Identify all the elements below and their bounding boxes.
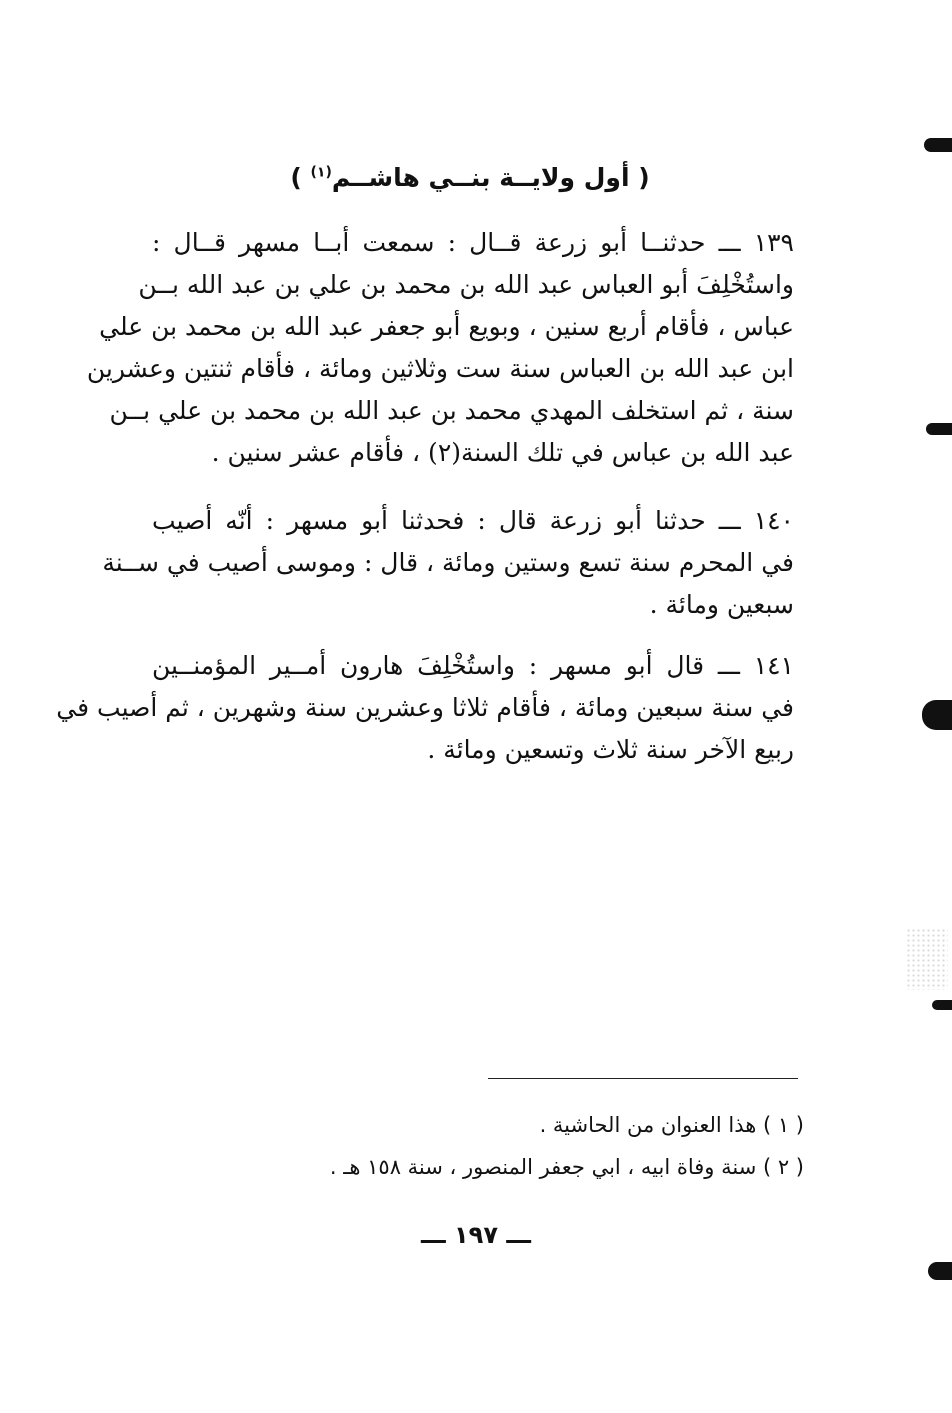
hadith-139-line-2: واستُخْلِفَ أبو العباس عبد الله بن محمد بن علي بن عبد الله بــن bbox=[138, 270, 794, 299]
footnote-divider bbox=[488, 1078, 798, 1079]
hadith-140 bbox=[102, 500, 794, 626]
hadith-139-line-3: عباس ، فأقام أربع سنين ، وبويع أبو جعفر عبد الله بن محمد بن علي bbox=[99, 312, 794, 341]
hadith-141-line-3: ربيع الآخر سنة ثلاث وتسعين ومائة . bbox=[427, 735, 794, 764]
page-number: ـــ ١٩٧ ـــ bbox=[421, 1221, 531, 1249]
scan-edge-mark bbox=[926, 423, 952, 435]
footnote-2: ( ٢ ) سنة وفاة ابيه ، ابي جعفر المنصور ، سنة ١٥٨ هـ . bbox=[329, 1155, 804, 1179]
hadith-140-line-2: في المحرم سنة تسع وستين ومائة ، قال : وموسى أصيب في ســنة bbox=[102, 548, 794, 577]
title-footnote-ref: (١) bbox=[310, 164, 332, 181]
hadith-139-line-6: عبد الله بن عباس في تلك السنة(٢) ، فأقام عشر سنين . bbox=[211, 438, 794, 467]
hadith-140-line-1: ١٤٠ ـــ حدثنا أبو زرعة قال : فحدثنا أبو مسهر : أنّه أصيب bbox=[152, 506, 794, 535]
section-title bbox=[150, 160, 790, 196]
hadith-141 bbox=[56, 645, 794, 771]
scan-edge-mark bbox=[932, 1000, 952, 1010]
scan-speckle bbox=[906, 928, 948, 990]
footnote-1: ( ١ ) هذا العنوان من الحاشية . bbox=[539, 1113, 804, 1137]
scan-edge-mark bbox=[928, 1262, 952, 1280]
section-title-close: ) bbox=[290, 163, 311, 192]
hadith-139-line-5: سنة ، ثم استخلف المهدي محمد بن عبد الله بن محمد بن علي بــن bbox=[109, 396, 794, 425]
hadith-139-line-4: ابن عبد الله بن العباس سنة ست وثلاثين ومائة ، فأقام ثنتين وعشرين bbox=[86, 354, 794, 383]
hadith-140-line-3: سبعين ومائة . bbox=[649, 590, 794, 619]
hadith-141-line-1: ١٤١ ـــ قال أبو مسهر : واستُخْلِفَ هارون أمــير المؤمنــين bbox=[152, 651, 794, 680]
scan-edge-mark bbox=[924, 138, 952, 152]
scan-edge-mark bbox=[922, 700, 952, 730]
hadith-139-line-1: ١٣٩ ـــ حدثنــا أبو زرعة قــال : سمعت أبــا مسهر قــال : bbox=[152, 228, 794, 257]
hadith-141-line-2: في سنة سبعين ومائة ، فأقام ثلاثا وعشرين سنة وشهرين ، ثم أصيب في bbox=[56, 693, 794, 722]
hadith-139 bbox=[86, 222, 794, 474]
section-title-text: ( أول ولايــة بنــي هاشــم bbox=[331, 163, 650, 192]
